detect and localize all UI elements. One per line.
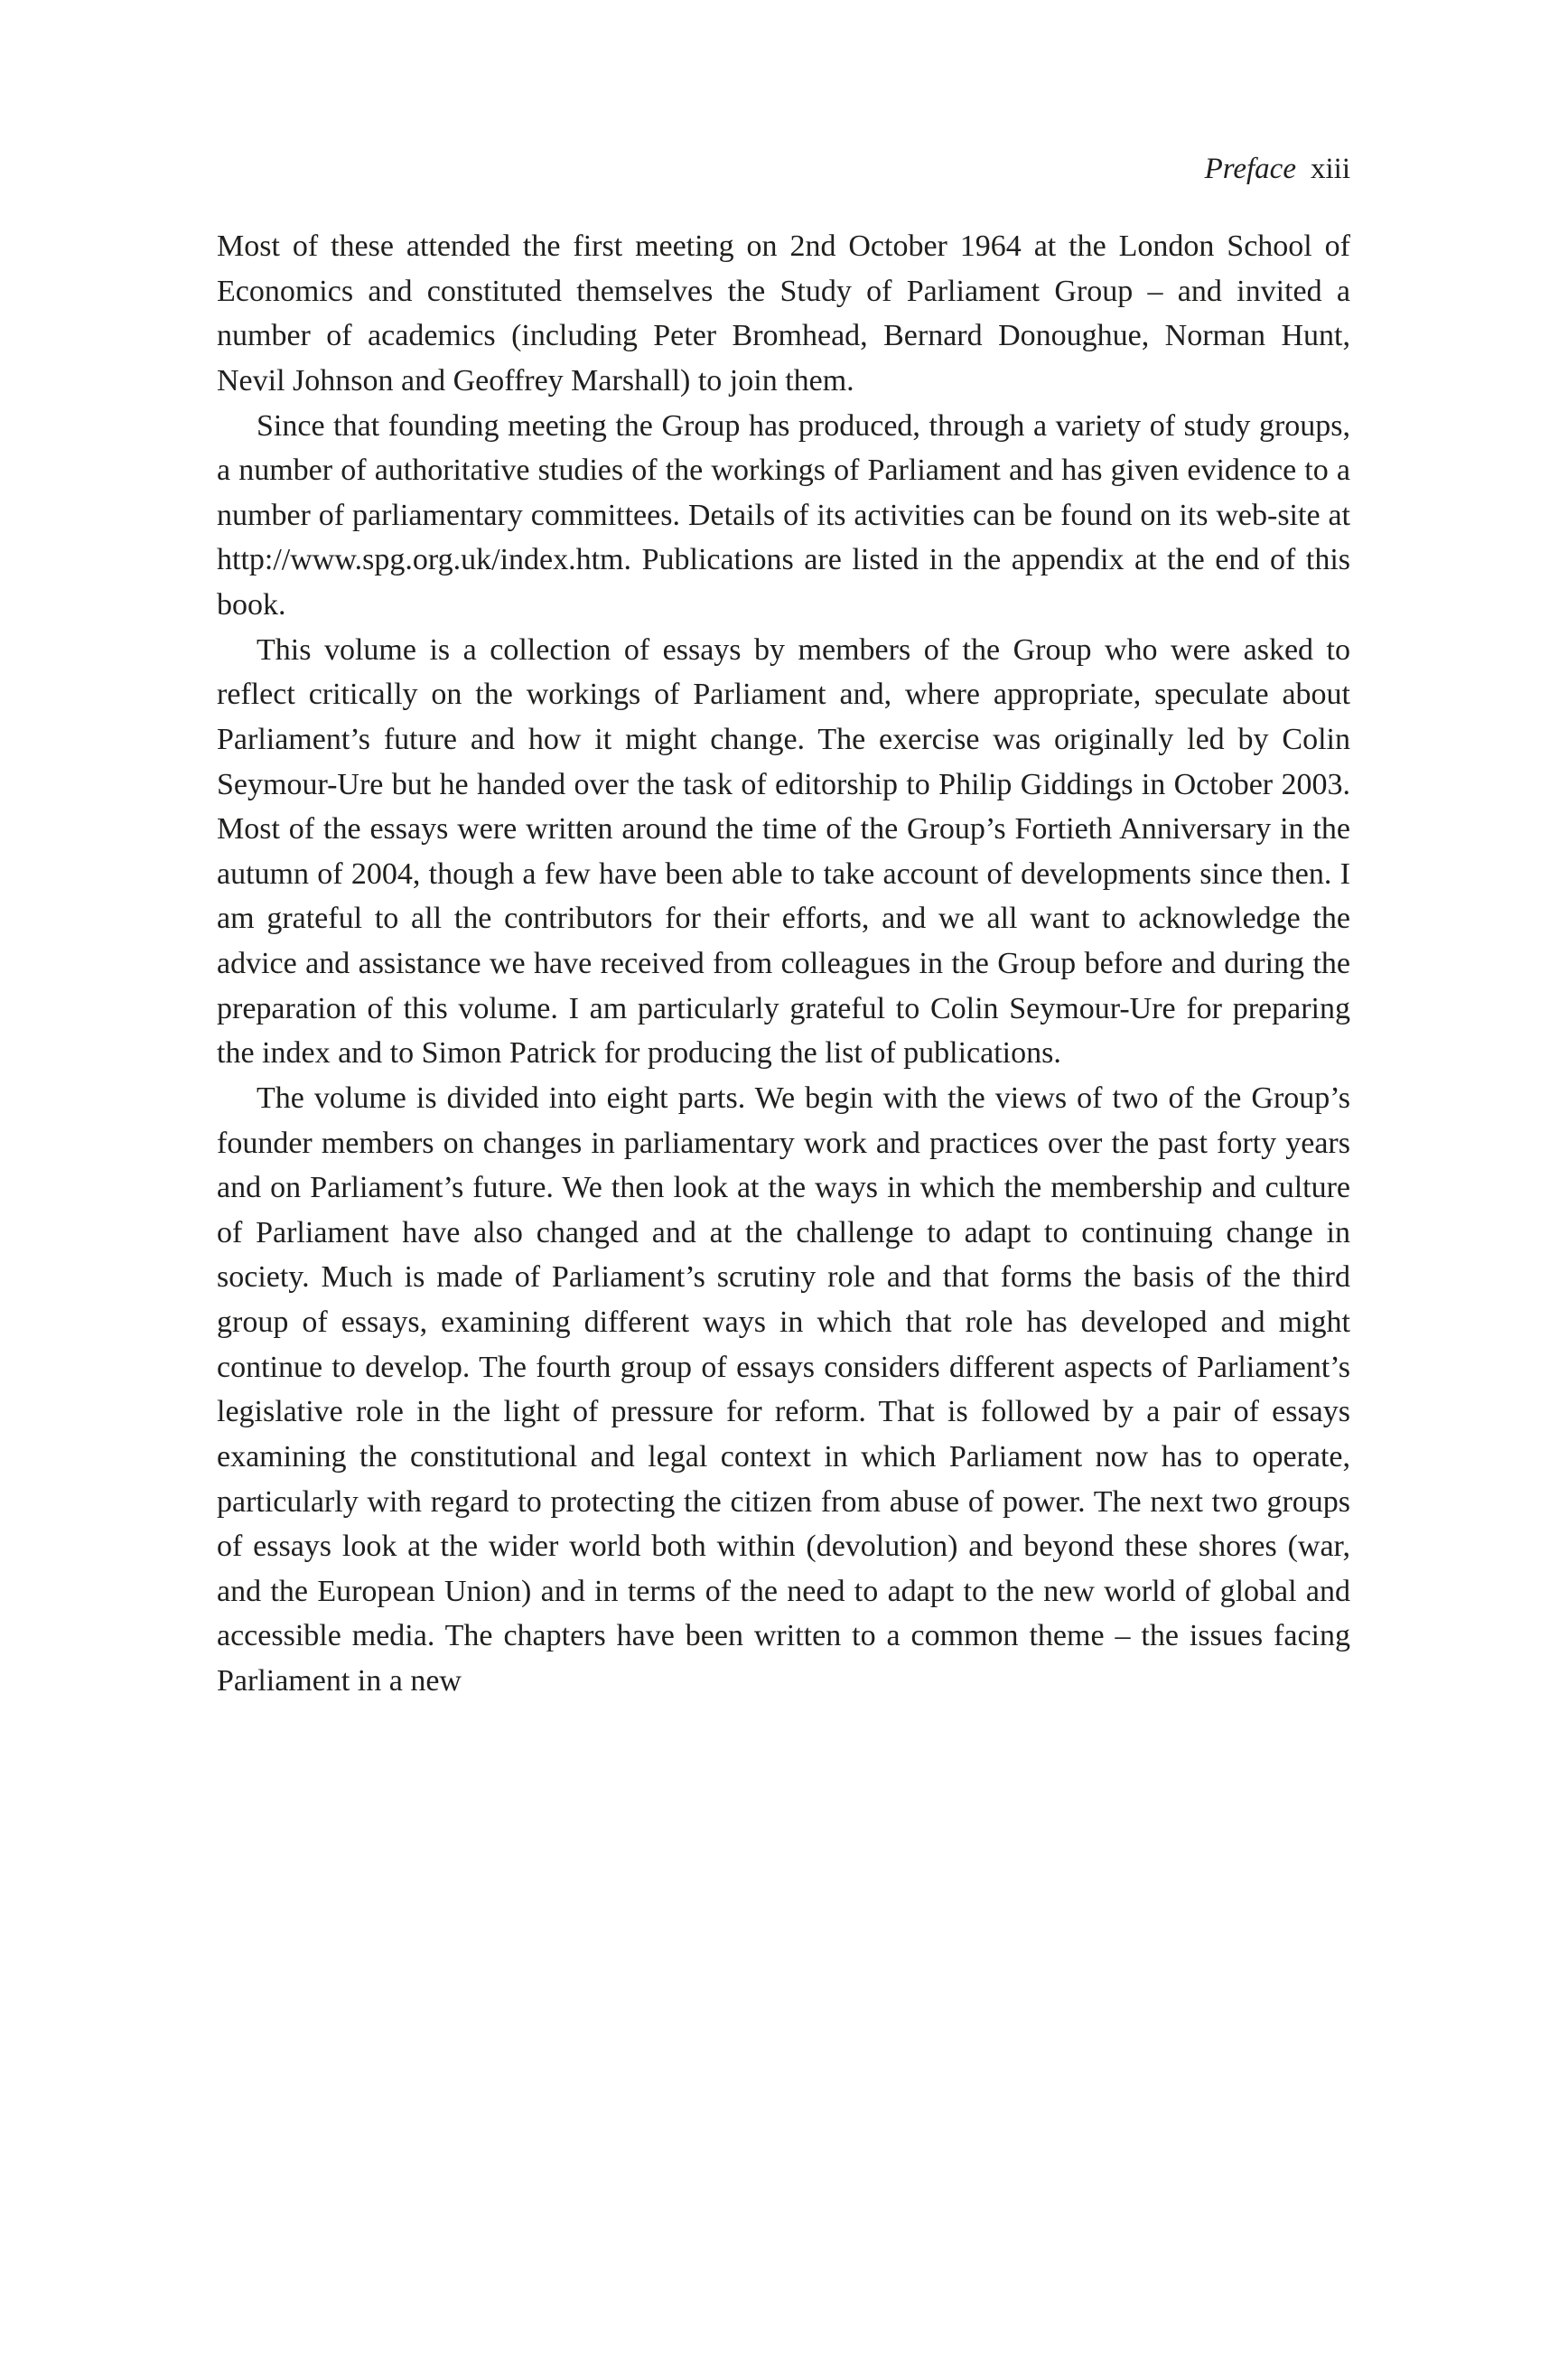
paragraph-2: Since that founding meeting the Group has produced, through a variety of study groups, a number of authoritative studies of the workings of Parliament and has given evidence to a number of parliamentary committees. Details of its activities can be found on its web-site at http://www.spg.org.uk/index.htm. Publications are listed in the appendix at the end of this book. — [217, 408, 1350, 622]
body-text — [217, 224, 1350, 1704]
paragraph-4: The volume is divided into eight parts. We begin with the views of two of the Group’s founder members on changes in parliamentary work and practices over the past forty years and on Parliament’s future. We then look at the ways in which the membership and culture of Parliament have also changed and at the challenge to adapt to continuing change in society. Much is made of Parliament’s scrutiny role and that forms the basis of the third group of essays, examining different ways in which that role has developed and might continue to develop. The fourth group of essays considers different aspects of Parliament’s legislative role in the light of pressure for reform. That is followed by a pair of essays examining the constitutional and legal context in which Parliament now has to operate, particularly with regard to protecting the citizen from abuse of power. The next two groups of essays look at the wider world both within (devolution) and beyond these shores (war, and the European Union) and in terms of the need to adapt to the new world of global and accessible media. The chapters have been written to a common theme – the issues facing Parliament in a new — [217, 1081, 1350, 1698]
running-head — [217, 152, 1350, 188]
paragraph-1: Most of these attended the first meeting on 2nd October 1964 at the London School of Economics and constituted themselves the Study of Parliament Group – and invited a number of academics (including Peter Bromhead, Bernard Donoughue, Norman Hunt, Nevil Johnson and Geoffrey Marshall) to join them. — [217, 229, 1350, 398]
page-number: xiii — [1310, 153, 1350, 185]
paragraph-3: This volume is a collection of essays by members of the Group who were asked to reflect critically on the workings of Parliament and, where appropriate, speculate about Parliament’s future and how it might change. The exercise was originally led by Colin Seymour-Ure but he handed over the task of editorship to Philip Giddings in October 2003. Most of the essays were written around the time of the Group’s Fortieth Anniversary in the autumn of 2004, though a few have been able to take account of developments since then. I am grateful to all the contributors for their efforts, and we all want to acknowledge the advice and assistance we have received from colleagues in the Group before and during the preparation of this volume. I am particularly grateful to Colin Seymour-Ure for preparing the index and to Simon Patrick for producing the list of publications. — [217, 632, 1350, 1071]
running-head-title: Preface — [1204, 153, 1296, 185]
